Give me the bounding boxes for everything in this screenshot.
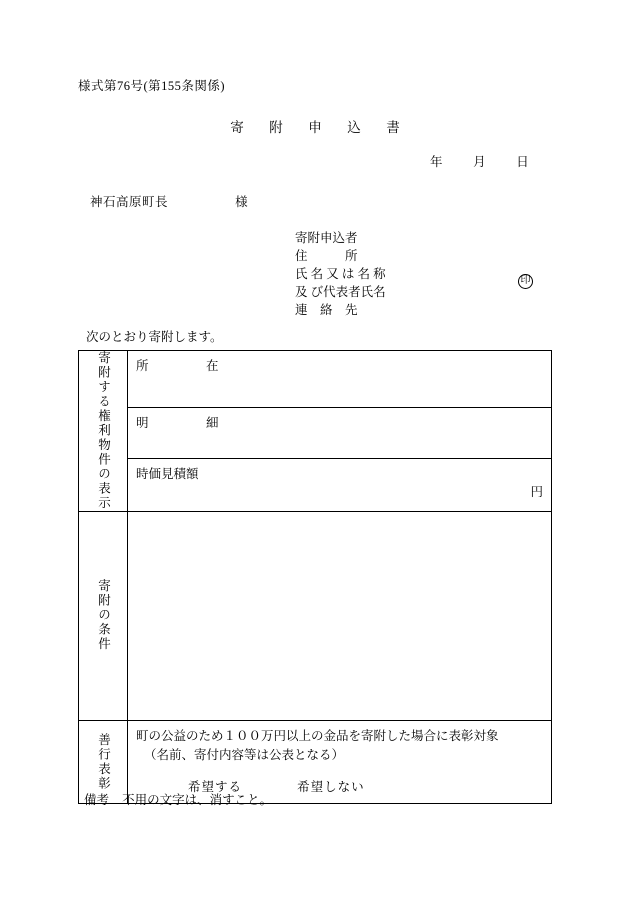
section-label-donation-conditions: 寄附の条件 [79,511,128,720]
applicant-address-label: 住 所 [295,249,358,263]
addressee [90,192,248,210]
cell-details[interactable] [128,408,552,459]
seal-icon: 印 [518,274,533,289]
footnote-text: 不用の文字は、消すこと。 [122,793,273,807]
date-year-label: 年 [430,155,443,169]
cell-location[interactable] [128,351,552,408]
applicant-contact-label: 連 絡 先 [295,303,358,317]
cell-location-label: 所 在 [136,359,224,373]
commendation-choice-yes[interactable]: 希望する [188,779,243,794]
addressee-name: 神石高原町長 [90,195,169,209]
cell-estimated-value[interactable] [128,458,552,511]
applicant-heading: 寄附申込者 [295,231,358,245]
applicant-block [295,229,386,319]
section-label-commendation: 善行表彰 [79,720,128,803]
table-row [79,511,552,720]
commendation-choice-no[interactable]: 希望しない [297,779,365,794]
date-month-label: 月 [473,155,486,169]
table-row [79,351,552,408]
seal-stamp [518,271,533,289]
cell-donation-conditions[interactable] [128,511,552,720]
addressee-honorific: 様 [235,195,248,209]
commendation-text-line2: （名前、寄付内容等は公表となる） [144,747,345,762]
currency-unit-label: 円 [530,484,543,499]
section-label-donated-property: 寄附する権利物件の表示 [79,351,128,512]
lead-text: 次のとおり寄附します。 [86,330,223,344]
cell-details-label: 明 細 [136,416,224,431]
footnote [84,790,272,808]
table-row [79,408,552,459]
applicant-representative-label: 及 び代表者氏名 [295,285,386,299]
date-day-label: 日 [516,155,529,169]
date-line [430,152,529,170]
commendation-text-line1: 町の公益のため１００万円以上の金品を寄附した場合に表彰対象 [136,728,499,743]
table-row [79,458,552,511]
donation-form-table [78,350,552,804]
page-title: 寄 附 申 込 書 [230,120,406,135]
form-number: 様式第76号(第155条関係) [78,79,226,93]
footnote-label: 備考 [84,793,110,807]
cell-estimated-value-label: 時価見積額 [136,466,199,481]
applicant-name-label: 氏 名 又 は 名 称 [295,267,386,281]
